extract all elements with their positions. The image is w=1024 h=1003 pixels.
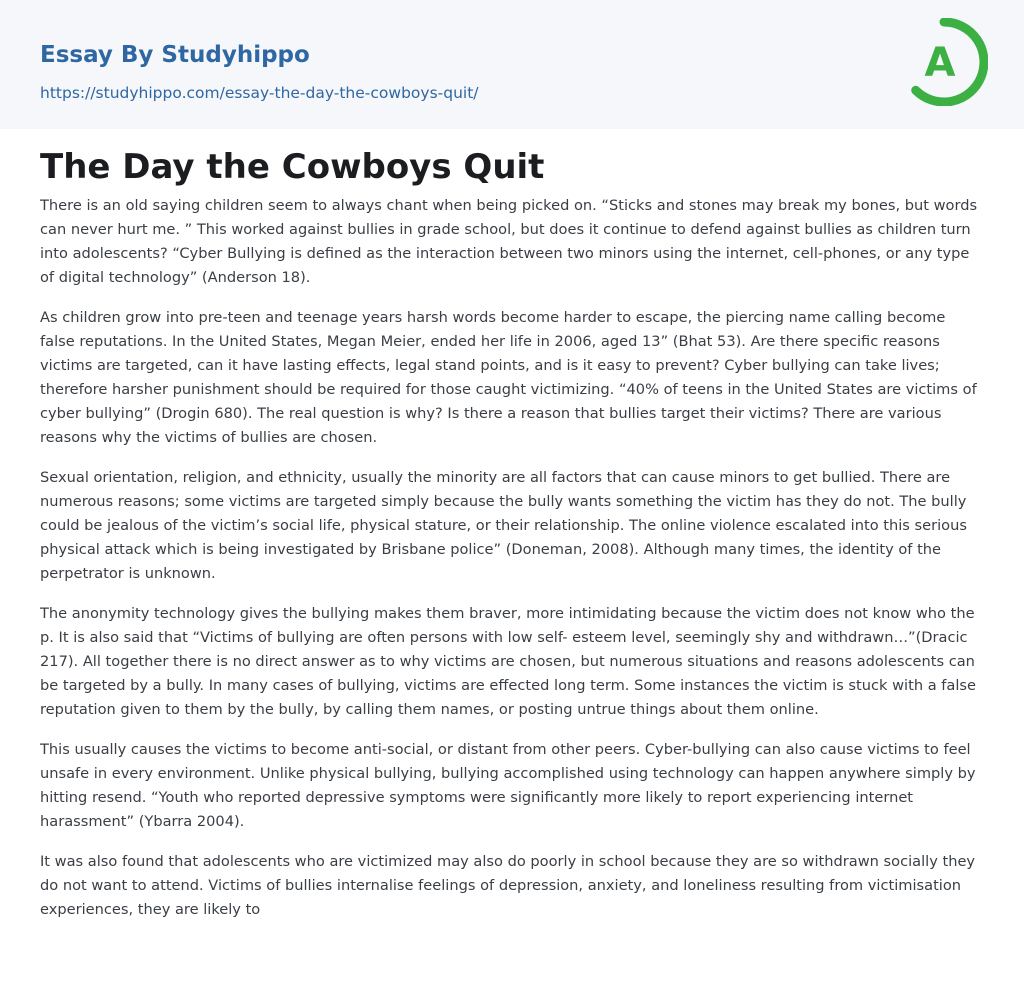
studyhippo-logo-icon[interactable]: [900, 18, 988, 106]
essay-paragraph: This usually causes the victims to become anti-social, or distant from other peers. Cyber-bullying can also cause victims to feel unsafe in every environment. Unlike physical bullying, bullying accomplished using technology can happen anywhere simply by hitting resend. “Youth who reported depressive symptoms were significantly more likely to report experiencing internet harassment” (Ybarra 2004).: [40, 741, 976, 830]
essay-paragraph: Sexual orientation, religion, and ethnicity, usually the minority are all factors that can cause minors to get bullied. There are numerous reasons; some victims are targeted simply because the bully wants something the victim has they do not. The bully could be jealous of the victim’s social life, physical stature, or their relationship. The online violence escalated into this serious physical attack which is being investigated by Brisbane police” (Doneman, 2008). Although many times, the identity of the perpetrator is unknown.: [40, 469, 967, 582]
site-header: [0, 0, 1024, 129]
site-brand[interactable]: Essay By Studyhippo: [40, 42, 310, 68]
essay-paragraph: As children grow into pre-teen and teenage years harsh words become harder to escape, the piercing name calling become false reputations. In the United States, Megan Meier, ended her life in 2006, aged 13” (Bhat 53). Are there specific reasons victims are targeted, can it have lasting effects, legal stand points, and is it easy to prevent? Cyber bullying can take lives; therefore harsher punishment should be required for those caught victimizing. “40% of teens in the United States are victims of cyber bullying” (Drogin 680). The real question is why? Is there a reason that bullies target their victims? There are various reasons why the victims of bullies are chosen.: [40, 309, 977, 446]
logo-letter: A: [924, 40, 956, 86]
essay-body: [40, 194, 984, 938]
essay-url-link[interactable]: https://studyhippo.com/essay-the-day-the-cowboys-quit/: [40, 84, 479, 102]
essay-paragraph: It was also found that adolescents who are victimized may also do poorly in school because they are so withdrawn socially they do not want to attend. Victims of bullies internalise feelings of depression, anxiety, and loneliness resulting from victimisation experiences, they are likely to: [40, 853, 976, 918]
essay-paragraph: The anonymity technology gives the bullying makes them braver, more intimidating because the victim does not know who the p. It is also said that “Victims of bullying are often persons with low self- esteem level, seemingly shy and withdrawn…”(Dracic 217). All together there is no direct answer as to why victims are chosen, but numerous situations and reasons adolescents can be targeted by a bully. In many cases of bullying, victims are effected long term. Some instances the victim is stuck with a false reputation given to them by the bully, by calling them names, or posting untrue things about them online.: [40, 605, 977, 718]
logo-svg: [900, 18, 988, 106]
essay-title: The Day the Cowboys Quit: [40, 147, 545, 187]
essay-paragraph: There is an old saying children seem to always chant when being picked on. “Sticks and stones may break my bones, but words can never hurt me. ” This worked against bullies in grade school, but does it continue to defend against bullies as children turn into adolescents? “Cyber Bullying is defined as the interaction between two minors using the internet, cell-phones, or any type of digital technology” (Anderson 18).: [40, 197, 978, 286]
